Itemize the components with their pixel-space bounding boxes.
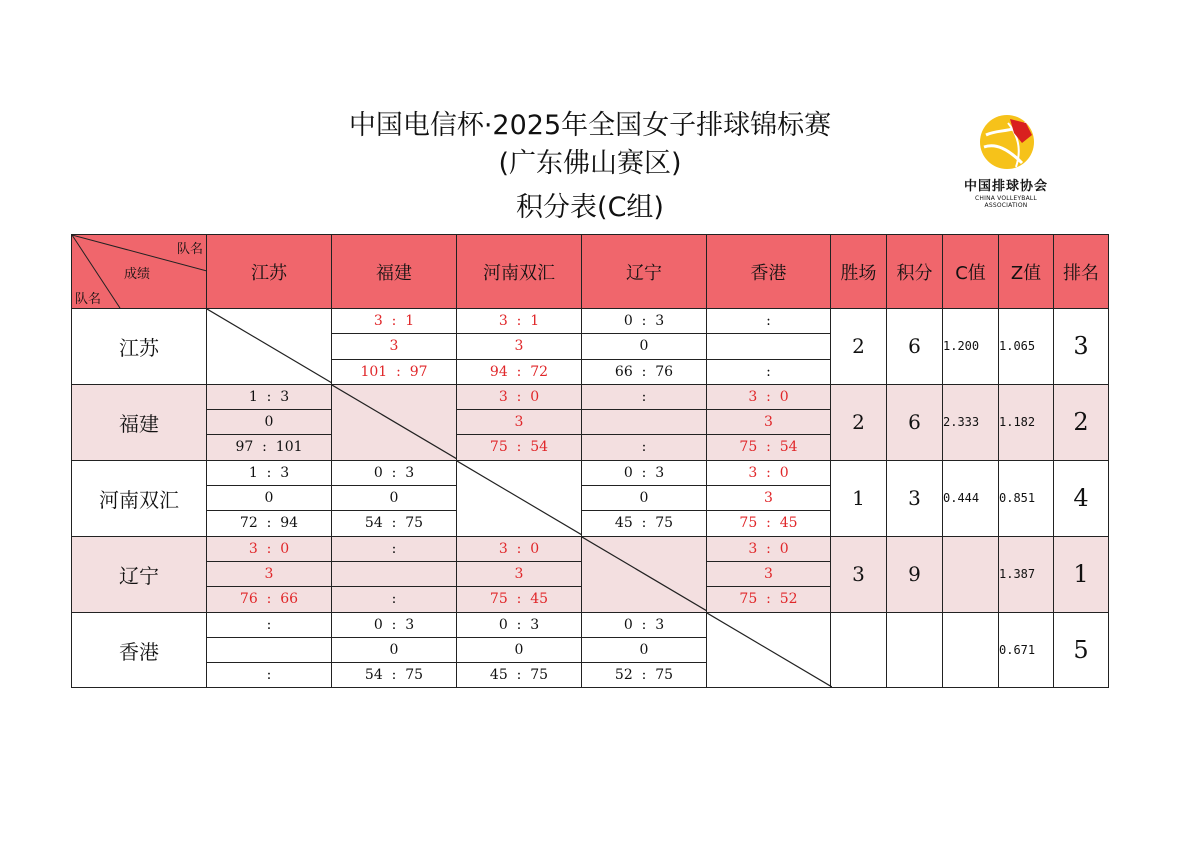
row-team-name: 香港 — [72, 612, 207, 688]
match-score: 97 : 101 — [235, 439, 303, 456]
row-points: 6 — [887, 309, 943, 385]
match-score: : — [766, 363, 771, 380]
header-team: 香港 — [707, 235, 831, 309]
match-score: 75 : 45 — [739, 515, 798, 532]
match-sets: 3 : 0 — [457, 537, 581, 562]
diagonal-line — [457, 461, 582, 535]
match-pts: 3 — [457, 410, 581, 435]
match-result-cell — [707, 536, 831, 612]
match-result-cell — [332, 536, 457, 612]
row-wins — [831, 612, 887, 688]
header-team: 江苏 — [207, 235, 332, 309]
match-sets: : — [707, 309, 830, 334]
match-sets: 3 : 0 — [707, 385, 830, 410]
match-score: 75 : 45 — [489, 591, 549, 608]
corner-row-label: 队名 — [75, 292, 102, 307]
match-sets: 3 : 1 — [457, 309, 581, 334]
row-rank: 5 — [1054, 612, 1109, 688]
match-sets: 3 : 0 — [207, 537, 331, 562]
match-sets: : — [332, 537, 456, 562]
title-line-1: 中国电信杯·2025年全国女子排球锦标赛 — [348, 110, 832, 141]
match-score: : — [641, 439, 647, 456]
self-match-cell — [457, 460, 582, 536]
self-match-cell — [707, 612, 831, 688]
title-line-3: 积分表(C组) — [516, 192, 664, 223]
match-pts: 0 — [582, 486, 706, 511]
match-pts — [207, 638, 331, 663]
match-result-cell — [457, 536, 582, 612]
row-team-name: 福建 — [72, 384, 207, 460]
match-sets: 3 : 0 — [707, 461, 830, 486]
match-score: 76 : 66 — [239, 591, 299, 608]
match-result-cell — [707, 384, 831, 460]
row-rank: 3 — [1054, 309, 1109, 385]
row-points: 9 — [887, 536, 943, 612]
logo-name-en: CHINA VOLLEYBALL ASSOCIATION — [975, 195, 1037, 209]
diagonal-line — [582, 537, 707, 611]
header-row — [72, 235, 1109, 309]
volleyball-icon — [978, 113, 1036, 171]
row-rank: 4 — [1054, 460, 1109, 536]
match-pts — [707, 334, 830, 359]
header-team: 河南双汇 — [457, 235, 582, 309]
match-pts — [332, 562, 456, 587]
team-row — [72, 612, 1109, 688]
match-result-cell — [707, 460, 831, 536]
match-result-cell — [332, 460, 457, 536]
row-team-name: 河南双汇 — [72, 460, 207, 536]
header-z-value: Z值 — [999, 235, 1054, 309]
row-c-value — [943, 536, 999, 612]
match-pts: 3 — [707, 486, 830, 511]
match-pts: 0 — [207, 410, 331, 435]
match-score: : — [391, 591, 397, 608]
match-pts — [582, 410, 706, 435]
row-z-value: 1.182 — [999, 384, 1054, 460]
match-score: 75 : 54 — [489, 439, 549, 456]
match-pts: 3 — [207, 562, 331, 587]
self-match-cell — [332, 384, 457, 460]
row-team-name: 辽宁 — [72, 536, 207, 612]
team-row — [72, 460, 1109, 536]
row-points — [887, 612, 943, 688]
row-wins: 3 — [831, 536, 887, 612]
match-score: 101 : 97 — [360, 363, 428, 380]
row-z-value: 0.671 — [999, 612, 1054, 688]
row-z-value: 0.851 — [999, 460, 1054, 536]
match-sets: 0 : 3 — [582, 461, 706, 486]
match-result-cell — [207, 536, 332, 612]
match-result-cell — [582, 384, 707, 460]
row-c-value: 1.200 — [943, 309, 999, 385]
header-wins: 胜场 — [831, 235, 887, 309]
match-sets: : — [582, 385, 706, 410]
match-result-cell — [332, 612, 457, 688]
match-sets: 0 : 3 — [582, 613, 706, 638]
row-points: 6 — [887, 384, 943, 460]
match-sets: 1 : 3 — [207, 385, 331, 410]
volleyball-association-logo — [958, 113, 1058, 213]
corner-cell — [72, 235, 207, 309]
match-result-cell — [332, 309, 457, 385]
header-rank: 排名 — [1054, 235, 1109, 309]
self-match-cell — [582, 536, 707, 612]
match-sets: 0 : 3 — [332, 613, 456, 638]
match-sets: 0 : 3 — [332, 461, 456, 486]
diagonal-line — [332, 385, 457, 459]
match-sets: 3 : 0 — [707, 537, 830, 562]
match-sets: 1 : 3 — [207, 461, 331, 486]
match-score: 94 : 72 — [489, 363, 549, 380]
match-sets: 3 : 1 — [332, 309, 456, 334]
match-score: 54 : 75 — [364, 515, 424, 532]
diagonal-line — [707, 613, 832, 687]
match-sets: 3 : 0 — [457, 385, 581, 410]
team-row — [72, 309, 1109, 385]
match-result-cell — [207, 612, 332, 688]
match-result-cell — [582, 460, 707, 536]
row-wins: 1 — [831, 460, 887, 536]
corner-team-label: 队名 — [176, 242, 203, 257]
match-result-cell — [582, 309, 707, 385]
row-z-value: 1.065 — [999, 309, 1054, 385]
row-c-value — [943, 612, 999, 688]
self-match-cell — [207, 309, 332, 385]
match-result-cell — [207, 384, 332, 460]
match-score: 45 : 75 — [489, 667, 549, 684]
match-result-cell — [707, 309, 831, 385]
row-c-value: 2.333 — [943, 384, 999, 460]
match-score: 45 : 75 — [614, 515, 674, 532]
header-c-value: C值 — [943, 235, 999, 309]
match-result-cell — [582, 612, 707, 688]
match-pts: 0 — [332, 638, 456, 663]
header-team: 辽宁 — [582, 235, 707, 309]
match-pts: 0 — [207, 486, 331, 511]
row-rank: 2 — [1054, 384, 1109, 460]
match-result-cell — [457, 612, 582, 688]
match-score: 72 : 94 — [239, 515, 299, 532]
match-pts: 3 — [707, 410, 830, 435]
row-team-name: 江苏 — [72, 309, 207, 385]
row-points: 3 — [887, 460, 943, 536]
row-z-value: 1.387 — [999, 536, 1054, 612]
match-result-cell — [457, 384, 582, 460]
match-pts: 0 — [582, 638, 706, 663]
match-pts: 0 — [332, 486, 456, 511]
logo-name-cn: 中国排球协会 — [963, 179, 1048, 194]
match-sets: 0 : 3 — [582, 309, 706, 334]
match-sets: : — [207, 613, 331, 638]
match-score: 52 : 75 — [614, 667, 674, 684]
match-pts: 3 — [457, 562, 581, 587]
row-wins: 2 — [831, 384, 887, 460]
row-rank: 1 — [1054, 536, 1109, 612]
row-wins: 2 — [831, 309, 887, 385]
header-team: 福建 — [332, 235, 457, 309]
match-score: 66 : 76 — [614, 363, 674, 380]
match-pts: 3 — [332, 334, 456, 359]
match-sets: 0 : 3 — [457, 613, 581, 638]
match-score: : — [266, 667, 272, 684]
diagonal-line — [207, 309, 332, 383]
match-pts: 3 — [707, 562, 830, 587]
match-pts: 3 — [457, 334, 581, 359]
title-line-2: (广东佛山赛区) — [498, 148, 682, 179]
match-score: 75 : 52 — [739, 591, 798, 608]
match-pts: 0 — [457, 638, 581, 663]
team-row — [72, 536, 1109, 612]
team-row — [72, 384, 1109, 460]
match-result-cell — [207, 460, 332, 536]
standings-table — [71, 234, 1109, 688]
match-result-cell — [457, 309, 582, 385]
corner-score-label: 成绩 — [124, 267, 151, 282]
match-score: 54 : 75 — [364, 667, 424, 684]
match-pts: 0 — [582, 334, 706, 359]
header-points: 积分 — [887, 235, 943, 309]
row-c-value: 0.444 — [943, 460, 999, 536]
match-score: 75 : 54 — [739, 439, 798, 456]
